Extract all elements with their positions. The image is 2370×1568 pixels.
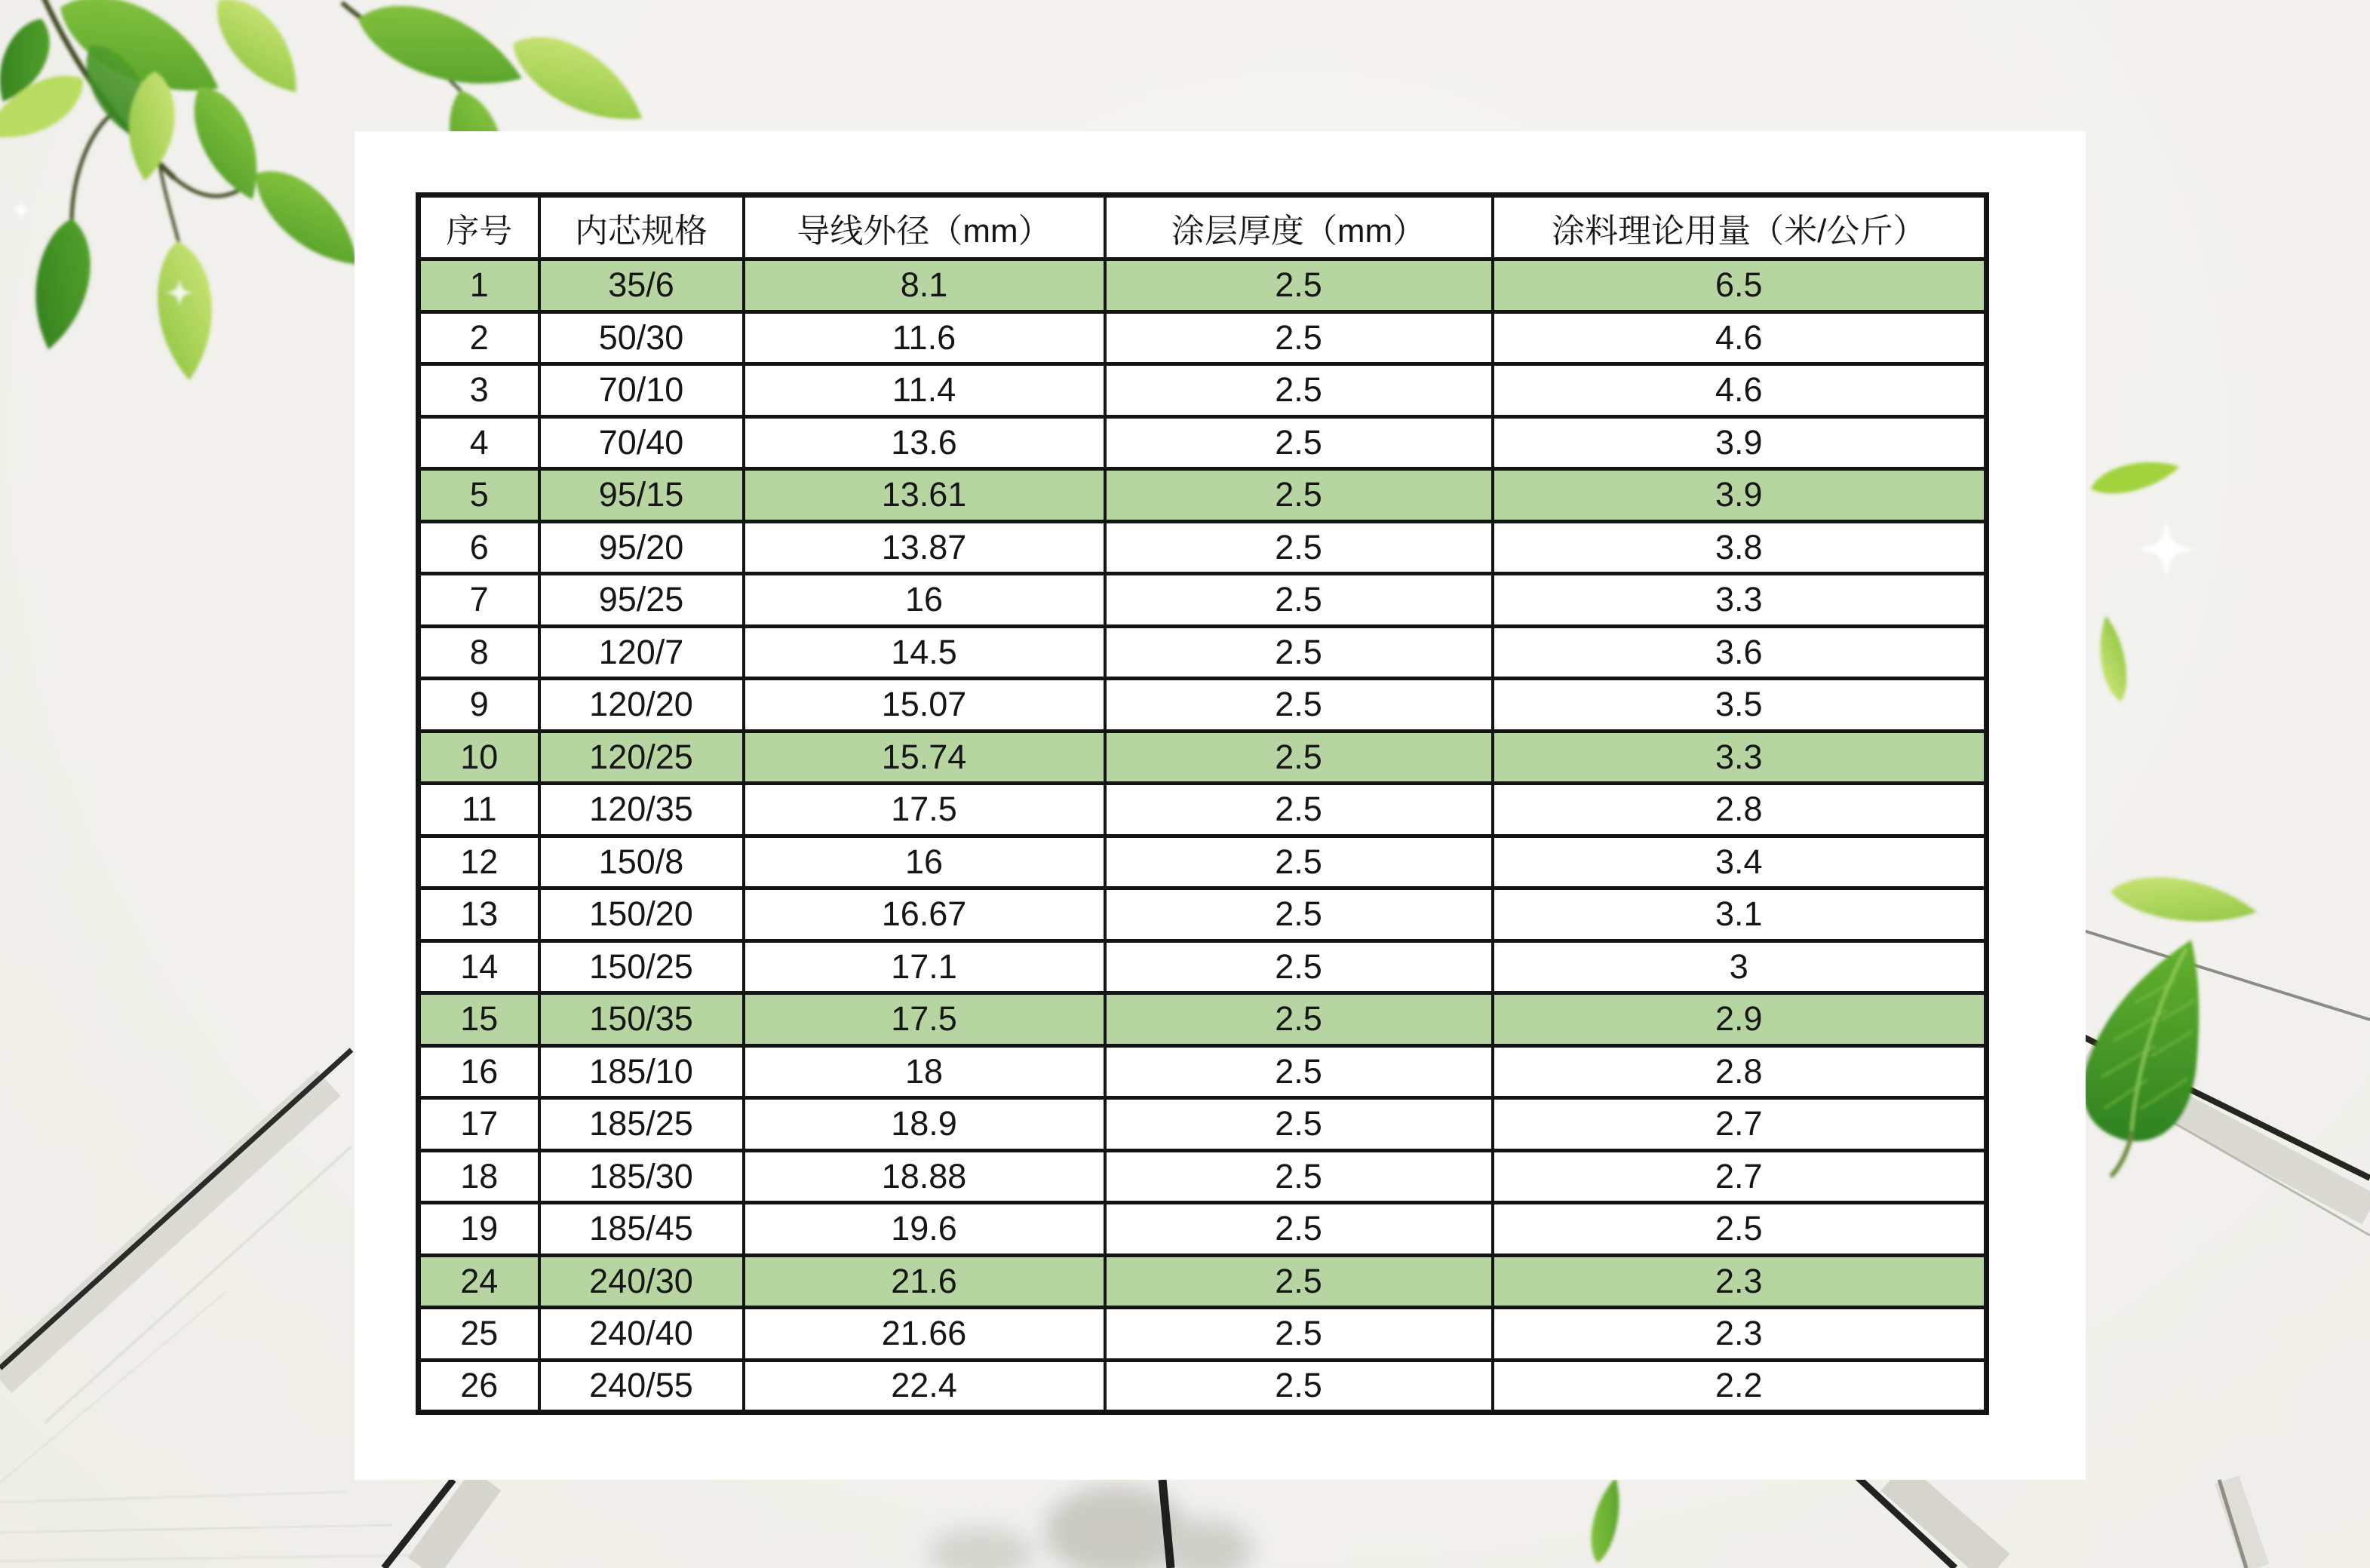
table-cell: 4 [419,416,539,469]
table-cell: 22.4 [744,1360,1105,1413]
spec-table [416,192,1989,1415]
table-cell: 8.1 [744,259,1105,312]
table-cell: 120/20 [539,679,744,732]
table-cell: 150/8 [539,836,744,888]
table-cell: 18.9 [744,1098,1105,1151]
table-cell: 2 [419,311,539,364]
table-cell: 2.5 [1105,888,1493,941]
table-cell: 14.5 [744,626,1105,679]
table-cell: 2.9 [1493,993,1987,1046]
table-cell: 15.74 [744,731,1105,784]
table-cell: 16 [744,836,1105,888]
table-row [419,1203,1987,1256]
table-cell: 4.6 [1493,311,1987,364]
table-cell: 2.5 [1105,416,1493,469]
column-header: 涂层厚度（mm） [1105,195,1493,259]
table-cell: 95/20 [539,521,744,574]
table-cell: 2.5 [1105,574,1493,627]
table-row [419,679,1987,732]
table-cell: 16 [419,1045,539,1098]
table-cell: 2.5 [1105,521,1493,574]
table-cell: 2.5 [1105,1098,1493,1151]
table-row [419,784,1987,836]
sparkle-icon [2135,517,2198,581]
table-cell: 240/30 [539,1255,744,1308]
table-cell: 2.5 [1105,784,1493,836]
table-cell: 95/25 [539,574,744,627]
table-cell: 150/20 [539,888,744,941]
table-cell: 240/55 [539,1360,744,1413]
leaf-icon [1585,1475,1626,1566]
table-cell: 17 [419,1098,539,1151]
column-header: 内芯规格 [539,195,744,259]
table-cell: 18 [419,1150,539,1203]
table-cell: 2.5 [1105,1150,1493,1203]
table-cell: 2.3 [1493,1308,1987,1361]
table-row [419,1255,1987,1308]
table-body [419,259,1987,1413]
column-header: 序号 [419,195,539,259]
table-card [355,131,2086,1480]
table-cell: 1 [419,259,539,312]
table-row [419,993,1987,1046]
table-cell: 2.5 [1105,1360,1493,1413]
table-cell: 2.5 [1105,1255,1493,1308]
table-cell: 2.5 [1105,626,1493,679]
table-cell: 19 [419,1203,539,1256]
table-cell: 18 [744,1045,1105,1098]
table-cell: 150/35 [539,993,744,1046]
table-cell: 2.5 [1105,1308,1493,1361]
table-row [419,940,1987,993]
table-cell: 2.5 [1105,836,1493,888]
table-cell: 2.3 [1493,1255,1987,1308]
table-row [419,469,1987,522]
table-cell: 3.9 [1493,416,1987,469]
table-row [419,1045,1987,1098]
table-cell: 17.5 [744,993,1105,1046]
table-cell: 3.6 [1493,626,1987,679]
table-cell: 2.7 [1493,1150,1987,1203]
table-cell: 21.6 [744,1255,1105,1308]
table-cell: 3.3 [1493,574,1987,627]
table-cell: 120/25 [539,731,744,784]
table-cell: 150/25 [539,940,744,993]
table-cell: 3.1 [1493,888,1987,941]
leaf-icon [2093,614,2132,704]
table-cell: 3 [419,364,539,417]
table-cell: 18.88 [744,1150,1105,1203]
table-cell: 15.07 [744,679,1105,732]
table-cell: 185/30 [539,1150,744,1203]
table-cell: 185/10 [539,1045,744,1098]
table-cell: 26 [419,1360,539,1413]
table-cell: 95/15 [539,469,744,522]
table-cell: 16.67 [744,888,1105,941]
table-cell: 24 [419,1255,539,1308]
column-header: 导线外径（mm） [744,195,1105,259]
table-cell: 3 [1493,940,1987,993]
table-cell: 2.5 [1105,731,1493,784]
leaf-icon [2108,870,2260,931]
serrated-leaf-icon [2083,940,2199,1175]
table-cell: 185/45 [539,1203,744,1256]
table-cell: 2.5 [1105,364,1493,417]
table-cell: 13 [419,888,539,941]
table-cell: 2.2 [1493,1360,1987,1413]
table-cell: 50/30 [539,311,744,364]
table-cell: 70/10 [539,364,744,417]
table-cell: 2.5 [1105,469,1493,522]
table-cell: 25 [419,1308,539,1361]
table-cell: 120/7 [539,626,744,679]
table-row [419,1150,1987,1203]
table-row [419,1360,1987,1413]
table-cell: 120/35 [539,784,744,836]
leaf-icon [2087,453,2182,501]
table-cell: 10 [419,731,539,784]
table-row [419,574,1987,627]
table-cell: 9 [419,679,539,732]
table-cell: 13.6 [744,416,1105,469]
table-cell: 12 [419,836,539,888]
table-cell: 13.61 [744,469,1105,522]
table-row [419,888,1987,941]
table-cell: 15 [419,993,539,1046]
table-row [419,364,1987,417]
header-row [419,195,1987,259]
table-cell: 14 [419,940,539,993]
table-cell: 16 [744,574,1105,627]
table-cell: 11 [419,784,539,836]
table-cell: 2.8 [1493,784,1987,836]
table-cell: 19.6 [744,1203,1105,1256]
table-cell: 21.66 [744,1308,1105,1361]
table-cell: 2.5 [1105,940,1493,993]
table-cell: 2.5 [1493,1203,1987,1256]
table-row [419,1308,1987,1361]
table-cell: 6.5 [1493,259,1987,312]
table-row [419,259,1987,312]
table-cell: 70/40 [539,416,744,469]
table-row [419,311,1987,364]
table-cell: 2.7 [1493,1098,1987,1151]
table-cell: 3.8 [1493,521,1987,574]
table-cell: 35/6 [539,259,744,312]
table-row [419,521,1987,574]
table-cell: 2.5 [1105,1045,1493,1098]
table-cell: 3.4 [1493,836,1987,888]
table-cell: 17.5 [744,784,1105,836]
column-header: 涂料理论用量（米/公斤） [1493,195,1987,259]
table-cell: 5 [419,469,539,522]
table-cell: 8 [419,626,539,679]
table-row [419,626,1987,679]
table-cell: 2.5 [1105,679,1493,732]
table-cell: 6 [419,521,539,574]
table-cell: 3.5 [1493,679,1987,732]
table-cell: 2.8 [1493,1045,1987,1098]
table-cell: 2.5 [1105,259,1493,312]
table-cell: 2.5 [1105,311,1493,364]
table-row [419,836,1987,888]
table-cell: 2.5 [1105,1203,1493,1256]
table-cell: 17.1 [744,940,1105,993]
table-cell: 2.5 [1105,993,1493,1046]
table-row [419,731,1987,784]
table-cell: 11.4 [744,364,1105,417]
table-cell: 185/25 [539,1098,744,1151]
table-cell: 3.3 [1493,731,1987,784]
table-cell: 3.9 [1493,469,1987,522]
table-row [419,416,1987,469]
table-row [419,1098,1987,1151]
table-cell: 4.6 [1493,364,1987,417]
table-cell: 240/40 [539,1308,744,1361]
table-cell: 7 [419,574,539,627]
table-cell: 11.6 [744,311,1105,364]
table-cell: 13.87 [744,521,1105,574]
